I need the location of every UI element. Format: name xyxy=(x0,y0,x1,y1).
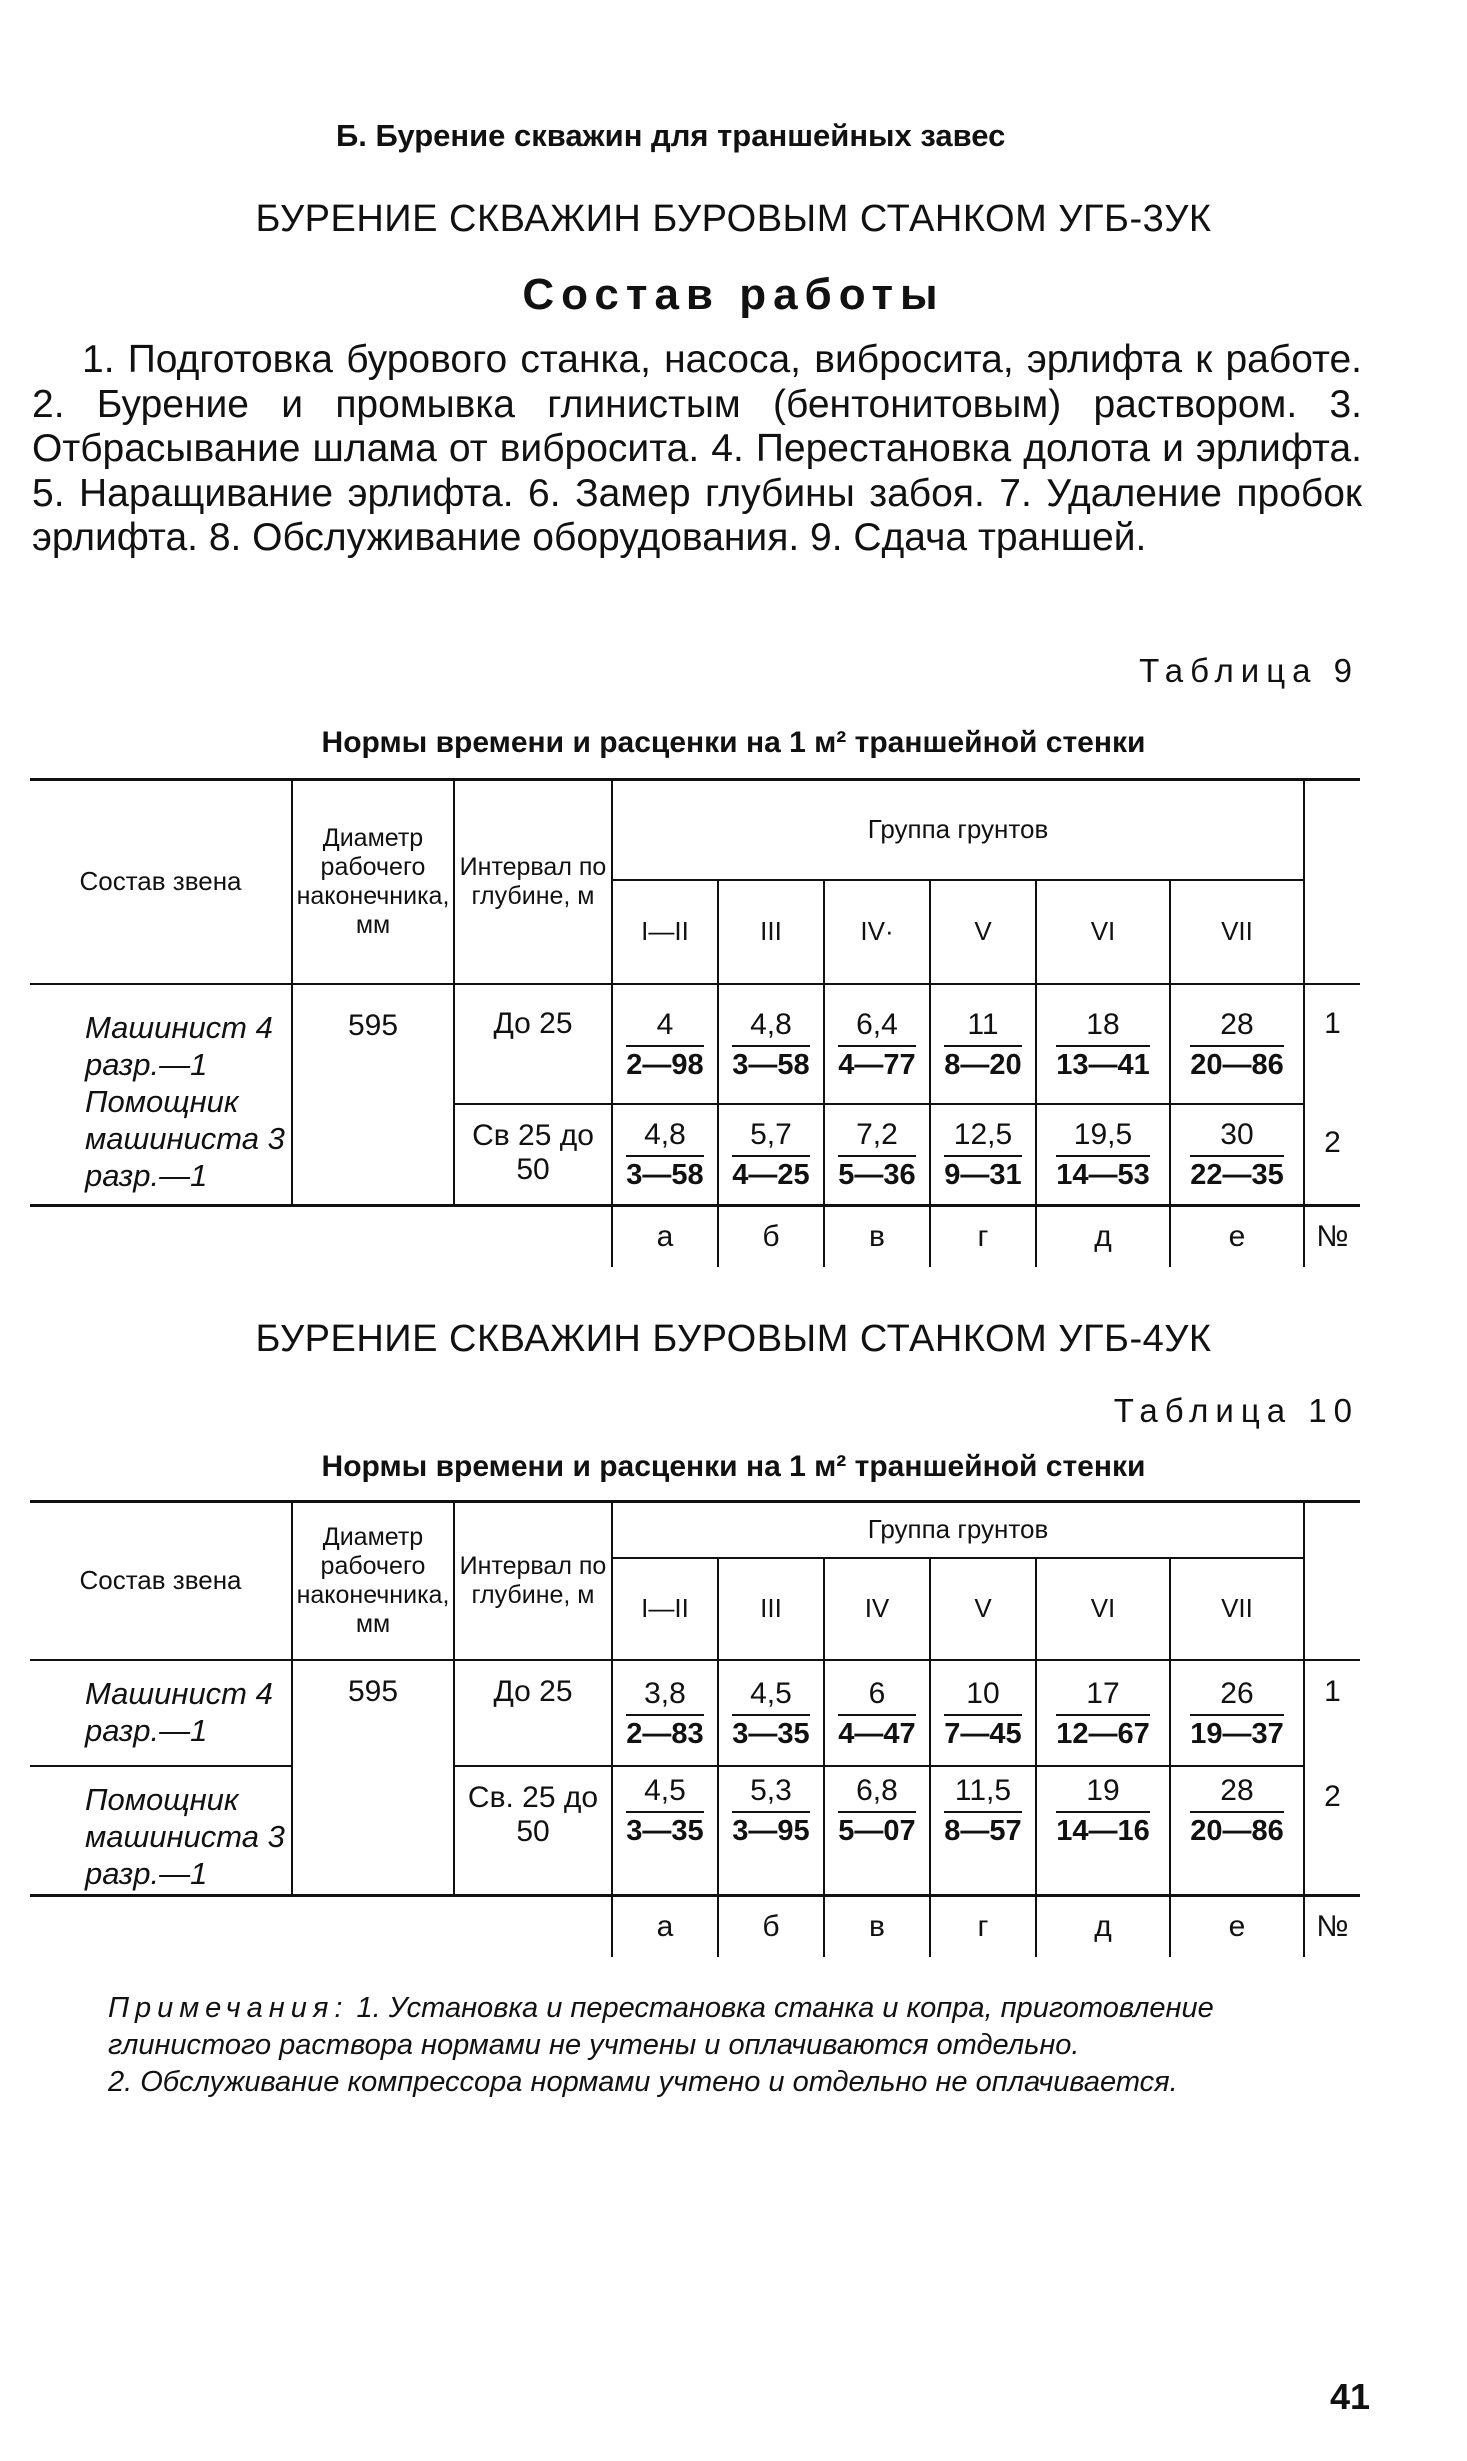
table10-cell-2-c: $\frac{6,8}{5—07}$ xyxy=(824,1766,930,1896)
table9-index-f: е xyxy=(1170,1206,1304,1268)
table10-index-blank-1 xyxy=(30,1896,292,1958)
table9-header-group: Группа грунтов xyxy=(612,780,1304,880)
table9-header-interval: Интервал по глубине, м xyxy=(454,780,612,984)
note-2: 2. Обслуживание компрессора нормами учтено и отдельно не оплачивается. xyxy=(108,2066,1178,2098)
table10-index-no: № xyxy=(1316,1910,1349,1943)
work-composition-text xyxy=(32,338,1362,561)
table9-index-b: б xyxy=(718,1206,824,1268)
table10-interval-2: Св. 25 до 50 xyxy=(454,1766,612,1896)
table9-row-number-2: 2 xyxy=(1304,1104,1360,1206)
table9-index-c: в xyxy=(824,1206,930,1268)
table9-cell-1-f: $\frac{28}{20—86}$ xyxy=(1170,984,1304,1104)
note-1 xyxy=(108,1990,1360,2064)
table10-cell-1-a: $\frac{3,8}{2—83}$ xyxy=(612,1660,718,1766)
table9-index-blank-1 xyxy=(30,1206,292,1268)
table10-header-diameter: Диаметр рабочего наконечника, мм xyxy=(292,1502,454,1660)
table9-group-3: IV· xyxy=(824,880,930,984)
table10-group-2: III xyxy=(718,1558,824,1660)
table9-caption: Нормы времени и расценки на 1 м² траншейной стенки xyxy=(321,726,1146,759)
table10 xyxy=(30,1500,1360,1957)
table10-composition-2: Помощник машиниста 3 разр.—1 xyxy=(30,1766,292,1896)
section-heading: Б. Бурение скважин для траншейных завес xyxy=(336,118,1006,153)
table10-composition-1: Машинист 4 разр.—1 xyxy=(30,1660,292,1766)
table9-index-a: а xyxy=(612,1206,718,1268)
table10-cell-2-b: $\frac{5,3}{3—95}$ xyxy=(718,1766,824,1896)
table10-cell-1-f: $\frac{26}{19—37}$ xyxy=(1170,1660,1304,1766)
notes-label: Примечания: xyxy=(108,1992,349,2024)
section-title-ugb3uk: БУРЕНИЕ СКВАЖИН БУРОВЫМ СТАНКОМ УГБ-3УК xyxy=(255,198,1212,240)
table9-interval-2: Св 25 до 50 xyxy=(454,1104,612,1206)
table9-group-6: VII xyxy=(1170,880,1304,984)
table10-cell-2-a: $\frac{4,5}{3—35}$ xyxy=(612,1766,718,1896)
table9-cell-2-a: $\frac{4,8}{3—58}$ xyxy=(612,1104,718,1206)
table10-row-number-1: 1 xyxy=(1324,1674,1341,1708)
table9-cell-1-b: $\frac{4,8}{3—58}$ xyxy=(718,984,824,1104)
table10-index-b: б xyxy=(718,1896,824,1958)
table10-cell-1-c: $\frac{6}{4—47}$ xyxy=(824,1660,930,1766)
table10-label: Таблица 10 xyxy=(1113,1392,1359,1429)
table9-group-2: III xyxy=(718,880,824,984)
table9-header-composition: Состав звена xyxy=(30,780,292,984)
table10-group-1: I—II xyxy=(612,1558,718,1660)
table9-cell-1-a: $\frac{4}{2—98}$ xyxy=(612,984,718,1104)
table10-index-a: а xyxy=(612,1896,718,1958)
table10-index-d: г xyxy=(930,1896,1036,1958)
table10-diameter: 595 xyxy=(292,1660,454,1896)
table9-index-d: г xyxy=(930,1206,1036,1268)
table9-index-e: д xyxy=(1036,1206,1170,1268)
table10-group-3: IV xyxy=(824,1558,930,1660)
table10-index-blank-3 xyxy=(454,1896,612,1958)
table10-cell-2-d: $\frac{11,5}{8—57}$ xyxy=(930,1766,1036,1896)
work-steps-paragraph: 1. Подготовка бурового станка, насоса, вибросита, эрлифта к работе. 2. Бурение и промывка глинистым (бентонитовым) раствором. 3. Отбрасывание шлама от вибросита. 4. Перестановка долота и эрлифта. 5. Наращивание эрлифта. 6. Замер глубины забоя. 7. Удаление пробок эрлифта. 8. Обслуживание оборудования. 9. Сдача траншей. xyxy=(32,338,1362,559)
table10-header-blank xyxy=(1304,1502,1360,1660)
table10-cell-2-e: $\frac{19}{14—16}$ xyxy=(1036,1766,1170,1896)
table9-cell-2-b: $\frac{5,7}{4—25}$ xyxy=(718,1104,824,1206)
table9-label: Таблица 9 xyxy=(1139,652,1359,689)
table9-cell-2-f: $\frac{30}{22—35}$ xyxy=(1170,1104,1304,1206)
table9-cell-2-e: $\frac{19,5}{14—53}$ xyxy=(1036,1104,1170,1206)
table9-composition: Машинист 4 разр.—1 Помощник машиниста 3 разр.—1 xyxy=(30,984,292,1206)
table9-group-1: I—II xyxy=(612,880,718,984)
table9 xyxy=(30,778,1360,1267)
table10-cell-1-d: $\frac{10}{7—45}$ xyxy=(930,1660,1036,1766)
table9-index-blank-3 xyxy=(454,1206,612,1268)
table9-header-blank xyxy=(1304,780,1360,984)
table10-index-blank-2 xyxy=(292,1896,454,1958)
table10-cell-1-b: $\frac{4,5}{3—35}$ xyxy=(718,1660,824,1766)
table10-cell-2-f: $\frac{28}{20—86}$ xyxy=(1170,1766,1304,1896)
table9-header-diameter: Диаметр рабочего наконечника, мм xyxy=(292,780,454,984)
table9-group-4: V xyxy=(930,880,1036,984)
table9-cell-1-c: $\frac{6,4}{4—77}$ xyxy=(824,984,930,1104)
section-title-ugb4uk: БУРЕНИЕ СКВАЖИН БУРОВЫМ СТАНКОМ УГБ-4УК xyxy=(255,1318,1212,1360)
table9-cell-1-e: $\frac{18}{13—41}$ xyxy=(1036,984,1170,1104)
table10-group-6: VII xyxy=(1170,1558,1304,1660)
table9-cell-2-d: $\frac{12,5}{9—31}$ xyxy=(930,1104,1036,1206)
table9-group-5: VI xyxy=(1036,880,1170,984)
table10-cell-1-e: $\frac{17}{12—67}$ xyxy=(1036,1660,1170,1766)
table10-group-4: V xyxy=(930,1558,1036,1660)
table10-header-group: Группа грунтов xyxy=(612,1502,1304,1558)
table10-interval-1: До 25 xyxy=(454,1660,612,1766)
table9-index-no: № xyxy=(1316,1220,1349,1253)
table9-cell-1-d: $\frac{11}{8—20}$ xyxy=(930,984,1036,1104)
table9-interval-1: До 25 xyxy=(454,984,612,1104)
table10-index-e: д xyxy=(1036,1896,1170,1958)
table10-header-composition: Состав звена xyxy=(30,1502,292,1660)
page-number: 41 xyxy=(1330,2376,1371,2417)
table10-caption: Нормы времени и расценки на 1 м² траншейной стенки xyxy=(321,1450,1146,1483)
table10-index-f: е xyxy=(1170,1896,1304,1958)
table9-index-blank-2 xyxy=(292,1206,454,1268)
table9-row-number-1: 1 xyxy=(1324,1006,1341,1040)
table10-group-5: VI xyxy=(1036,1558,1170,1660)
note-1-text: 1. Установка и перестановка станка и копра, приготовление глинистого раствора нормами не учтены и оплачиваются отдельно. xyxy=(108,1992,1214,2061)
table10-index-c: в xyxy=(824,1896,930,1958)
table9-diameter: 595 xyxy=(292,984,454,1206)
table9-cell-2-c: $\frac{7,2}{5—36}$ xyxy=(824,1104,930,1206)
work-composition-title: Состав работы xyxy=(522,270,945,319)
table10-row-number-2: 2 xyxy=(1304,1766,1360,1896)
table10-header-interval: Интервал по глубине, м xyxy=(454,1502,612,1660)
notes xyxy=(108,1990,1360,2101)
